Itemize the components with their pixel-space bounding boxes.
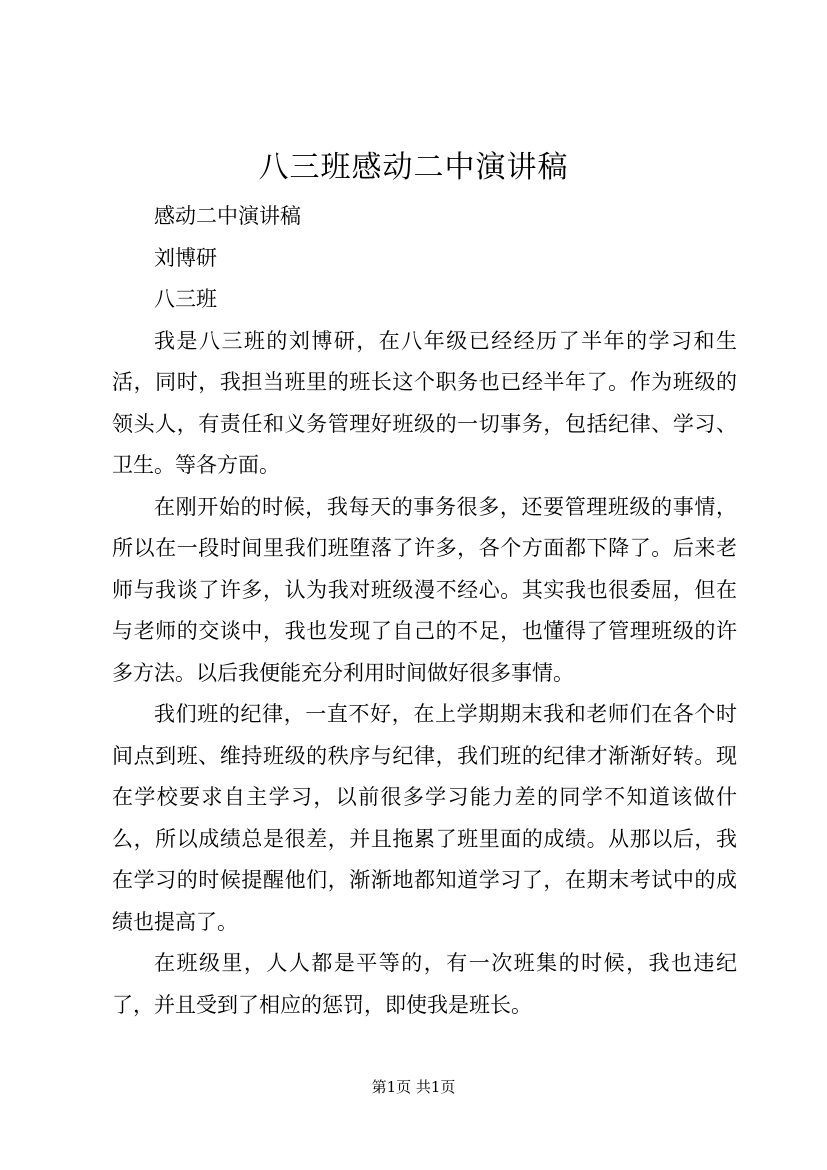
paragraph-author-name: 刘博研	[154, 245, 217, 270]
paragraph-introduction: 我是八三班的刘博研，在八年级已经经历了半年的学习和生活，同时，我担当班里的班长这个职务也已经半年了。作为班级的领头人，有责任和义务管理好班级的一切事务，包括纪律、学习、卫生。等各方面。	[112, 328, 737, 477]
paragraph-discipline: 我们班的纪律，一直不好，在上学期期末我和老师们在各个时间点到班、维持班级的秩序与纪律，我们班的纪律才渐渐好转。现在学校要求自主学习，以前很多学习能力差的同学不知道该做什么，所以成绩总是很差，并且拖累了班里面的成绩。从那以后，我在学习的时候提醒他们，渐渐地都知道学习了，在期末考试中的成绩也提高了。	[112, 702, 737, 934]
paragraph-speech-title: 感动二中演讲稿	[154, 204, 301, 228]
paragraph-beginning: 在刚开始的时候，我每天的事务很多，还要管理班级的事情，所以在一段时间里我们班堕落了许多，各个方面都下降了。后来老师与我谈了许多，认为我对班级漫不经心。其实我也很委屈，但在与老师的交谈中，我也发现了自己的不足，也懂得了管理班级的许多方法。以后我便能充分利用时间做好很多事情。	[112, 494, 737, 685]
paragraph-equality: 在班级里，人人都是平等的，有一次班集的时候，我也违纪了，并且受到了相应的惩罚，即使我是班长。	[112, 951, 737, 1017]
document-body	[112, 196, 737, 1026]
paragraph-class-name: 八三班	[154, 287, 217, 311]
document-title: 八三班感动二中演讲稿	[258, 150, 569, 185]
page-number-footer: 第1页 共1页	[371, 1078, 456, 1096]
